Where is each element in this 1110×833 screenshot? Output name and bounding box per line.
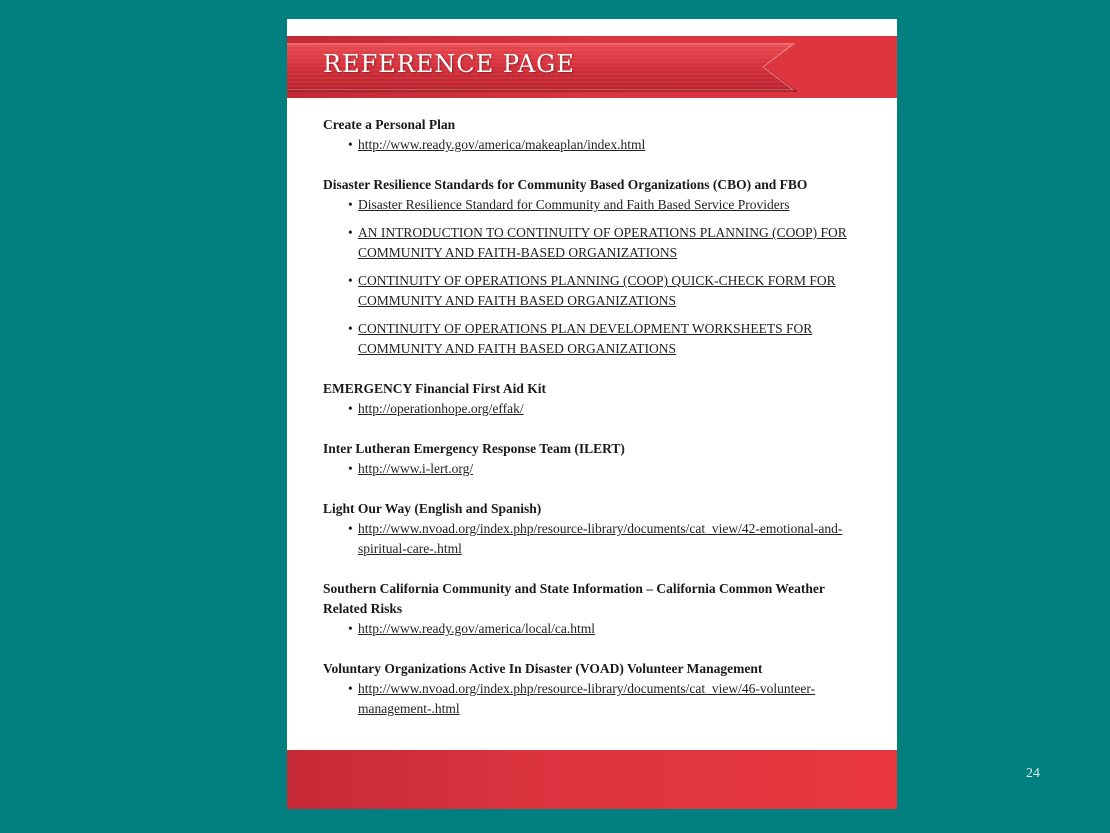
footer-band bbox=[287, 750, 897, 809]
bullet-icon: • bbox=[348, 225, 353, 240]
reference-section bbox=[323, 439, 863, 479]
reference-link[interactable]: CONTINUITY OF OPERATIONS PLANNING (COOP) QUICK-CHECK FORM FOR COMMUNITY AND FAITH BASED ORGANIZATIONS bbox=[358, 273, 836, 308]
link-list bbox=[323, 619, 863, 639]
bullet-icon: • bbox=[348, 197, 353, 212]
link-list bbox=[323, 459, 863, 479]
page-number: 24 bbox=[1026, 766, 1040, 781]
reference-section bbox=[323, 659, 863, 719]
reference-section bbox=[323, 579, 863, 639]
section-heading: EMERGENCY Financial First Aid Kit bbox=[323, 381, 547, 396]
reference-link[interactable]: http://www.ready.gov/america/makeaplan/index.html bbox=[358, 137, 646, 152]
reference-section bbox=[323, 379, 863, 419]
reference-link[interactable]: http://www.ready.gov/america/local/ca.html bbox=[358, 621, 596, 636]
reference-list bbox=[323, 115, 863, 739]
reference-link[interactable]: CONTINUITY OF OPERATIONS PLAN DEVELOPMENT WORKSHEETS FOR COMMUNITY AND FAITH BASED ORGANIZATIONS bbox=[358, 321, 813, 356]
page-title: REFERENCE PAGE bbox=[323, 50, 575, 78]
reference-link[interactable]: http://www.nvoad.org/index.php/resource-library/documents/cat_view/42-emotional-and-spiritual-care-.html bbox=[358, 521, 843, 556]
reference-section bbox=[323, 175, 863, 359]
bullet-icon: • bbox=[348, 401, 353, 416]
reference-link[interactable]: Disaster Resilience Standard for Community and Faith Based Service Providers bbox=[358, 197, 790, 212]
bullet-icon: • bbox=[348, 461, 353, 476]
reference-link[interactable]: http://www.i-lert.org/ bbox=[358, 461, 474, 476]
section-heading: Voluntary Organizations Active In Disaster (VOAD) Volunteer Management bbox=[323, 661, 763, 676]
list-item bbox=[323, 319, 863, 359]
bullet-icon: • bbox=[348, 621, 353, 636]
list-item bbox=[323, 223, 863, 263]
section-heading: Create a Personal Plan bbox=[323, 117, 456, 132]
bullet-icon: • bbox=[348, 321, 353, 336]
list-item bbox=[323, 519, 863, 559]
bullet-icon: • bbox=[348, 137, 353, 152]
list-item bbox=[323, 195, 863, 215]
reference-link[interactable]: http://www.nvoad.org/index.php/resource-library/documents/cat_view/46-volunteer-management-.html bbox=[358, 681, 816, 716]
link-list bbox=[323, 519, 863, 559]
list-item bbox=[323, 399, 863, 419]
reference-section bbox=[323, 499, 863, 559]
link-list bbox=[323, 195, 863, 359]
list-item bbox=[323, 459, 863, 479]
reference-section bbox=[323, 115, 863, 155]
reference-link[interactable]: AN INTRODUCTION TO CONTINUITY OF OPERATIONS PLANNING (COOP) FOR COMMUNITY AND FAITH-BASED ORGANIZATIONS bbox=[358, 225, 847, 260]
bullet-icon: • bbox=[348, 681, 353, 696]
link-list bbox=[323, 135, 863, 155]
list-item bbox=[323, 271, 863, 311]
link-list bbox=[323, 399, 863, 419]
list-item bbox=[323, 679, 863, 719]
section-heading: Inter Lutheran Emergency Response Team (ILERT) bbox=[323, 441, 625, 456]
list-item bbox=[323, 135, 863, 155]
section-heading: Disaster Resilience Standards for Community Based Organizations (CBO) and FBO bbox=[323, 177, 808, 192]
bullet-icon: • bbox=[348, 521, 353, 536]
section-heading: Light Our Way (English and Spanish) bbox=[323, 501, 542, 516]
list-item bbox=[323, 619, 863, 639]
link-list bbox=[323, 679, 863, 719]
reference-link[interactable]: http://operationhope.org/effak/ bbox=[358, 401, 524, 416]
document-page bbox=[287, 19, 897, 809]
bullet-icon: • bbox=[348, 273, 353, 288]
section-heading: Southern California Community and State Information – California Common Weather Related Risks bbox=[323, 581, 825, 616]
